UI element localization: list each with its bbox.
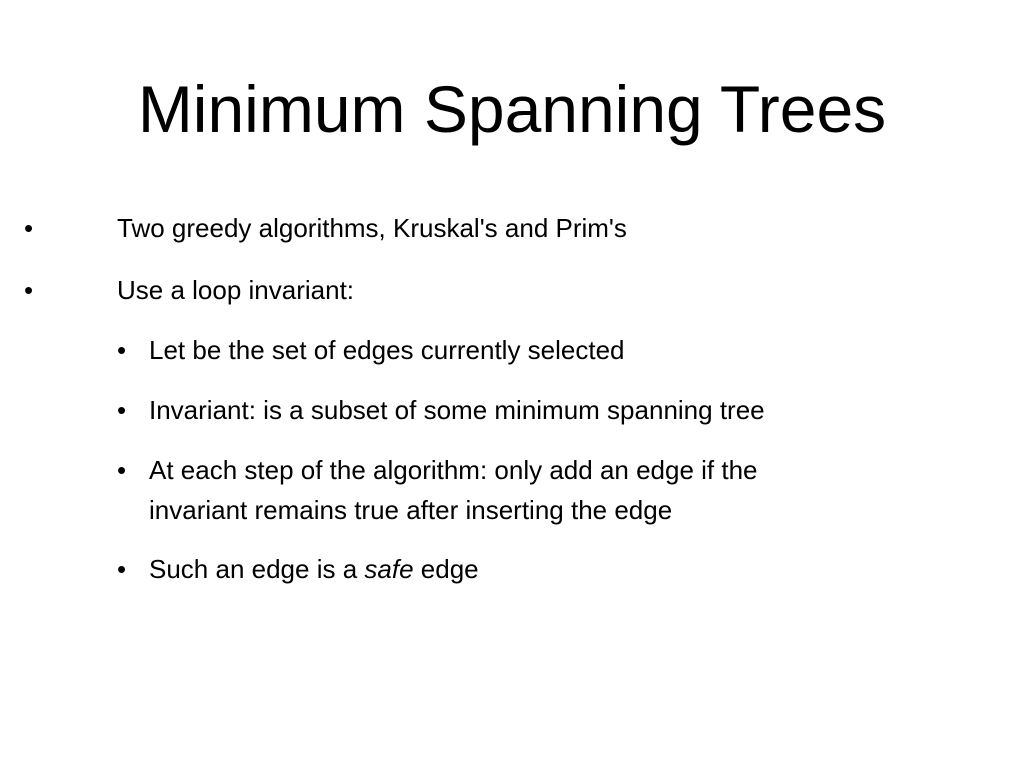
bullet-text: Use a loop invariant: (117, 275, 355, 305)
sub-bullet-text-before: Such an edge is a (149, 554, 365, 584)
bullet-icon: • (117, 455, 127, 485)
emphasis-text: safe (364, 554, 414, 584)
bullet-item (24, 208, 627, 248)
sub-bullet-item (117, 450, 758, 530)
sub-bullet-text-after: edge (413, 554, 479, 584)
bullet-icon: • (117, 335, 127, 365)
sub-bullet-item (117, 330, 625, 370)
bullet-icon: • (117, 554, 127, 584)
sub-bullet-text: Let be the set of edges currently selected (149, 335, 625, 365)
sub-bullet-text: Invariant: is a subset of some minimum spanning tree (149, 395, 765, 425)
sub-bullet-item (117, 390, 765, 430)
sub-bullet-text-line1: At each step of the algorithm: only add an edge if the (149, 455, 758, 485)
bullet-icon: • (24, 275, 34, 305)
bullet-icon: • (117, 395, 127, 425)
sub-bullet-text-line2: invariant remains true after inserting the edge (149, 495, 673, 525)
bullet-item (24, 270, 355, 310)
sub-bullet-item (117, 549, 479, 589)
bullet-text: Two greedy algorithms, Kruskal's and Prim's (117, 213, 627, 243)
slide-title: Minimum Spanning Trees (137, 72, 887, 146)
bullet-icon: • (24, 213, 34, 243)
